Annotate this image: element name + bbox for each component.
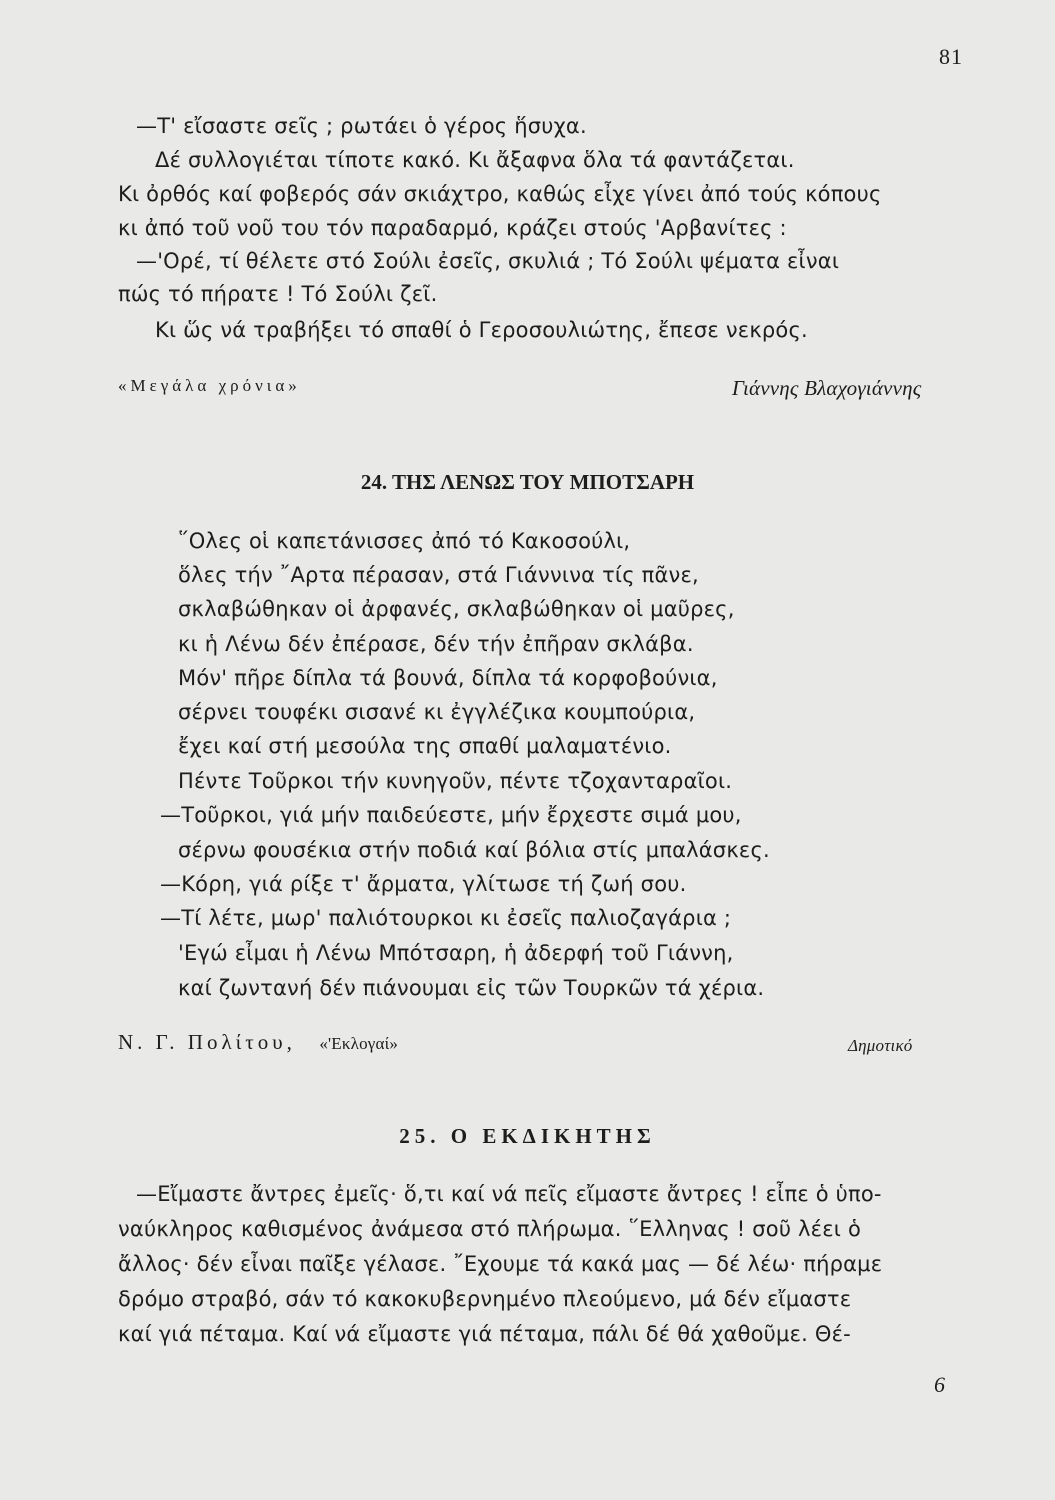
section-title: 25. Ο ΕΚΔΙΚΗΤΗΣ xyxy=(399,1124,656,1148)
prose-line: —Τ' εἴσαστε σεῖς ; ρωτάει ὁ γέρος ἥσυχα. xyxy=(136,114,587,138)
prose-line: ἄλλος· δέν εἶναι παῖξε γέλασε. ῎Εχουμε τά κακά μας — δέ λέω· πήραμε xyxy=(118,1252,883,1276)
poem-line: καί ζωντανή δέν πιάνουμαι εἰς τῶν Τουρκῶν τά χέρια. xyxy=(178,976,765,1000)
prose-line: ναύκληρος καθισμένος ἀνάμεσα στό πλήρωμα. ῞Ελληνας ! σοῦ λέει ὁ xyxy=(118,1217,862,1241)
page-number: 81 xyxy=(939,44,963,69)
source-citation: «Μεγάλα χρόνια» xyxy=(118,376,301,395)
prose-line: Κι ὀρθός καί φοβερός σάν σκιάχτρο, καθώς εἶχε γίνει ἀπό τούς κόπους xyxy=(118,182,882,206)
prose-line: —'Ορέ, τί θέλετε στό Σούλι ἐσεῖς, σκυλιά ; Τό Σούλι ψέματα εἶναι xyxy=(136,249,840,273)
prose-line: Δέ συλλογιέται τίποτε κακό. Κι ἄξαφνα ὅλα τά φαντάζεται. xyxy=(155,148,795,172)
source-author-name: Ν. Γ. Πολίτου, xyxy=(118,1030,296,1054)
prose-line: κι ἀπό τοῦ νοῦ του τόν παραδαρμό, κράζει στούς 'Αρβανίτες : xyxy=(118,216,787,240)
poem-line: —Κόρη, γιά ρίξε τ' ἄρματα, γλίτωσε τή ζωή σου. xyxy=(160,872,687,896)
poem-line: —Τί λέτε, μωρ' παλιότουρκοι κι ἐσεῖς παλιοζαγάρια ; xyxy=(160,906,732,930)
poem-line: σκλαβώθηκαν οἱ ἀρφανές, σκλαβώθηκαν οἱ μαῦρες, xyxy=(178,597,735,621)
poem-line: σέρνει τουφέκι σισανέ κι ἐγγλέζικα κουμπούρια, xyxy=(178,700,696,724)
poem-line: Μόν' πῆρε δίπλα τά βουνά, δίπλα τά κορφοβούνια, xyxy=(178,666,718,690)
source-type: Δημοτικό xyxy=(848,1036,913,1055)
prose-line: δρόμο στραβό, σάν τό κακοκυβερνημένο πλεούμενο, μά δέν εἴμαστε xyxy=(118,1287,852,1311)
signature-mark: 6 xyxy=(934,1372,945,1397)
author-name: Γιάννης Βλαχογιάννης xyxy=(732,376,922,400)
poem-line: 'Εγώ εἶμαι ἡ Λένω Μπότσαρη, ἡ ἀδερφή τοῦ Γιάννη, xyxy=(178,941,734,965)
poem-line: κι ἡ Λένω δέν ἐπέρασε, δέν τήν ἐπῆραν σκλάβα. xyxy=(178,632,694,656)
prose-line: —Εἴμαστε ἄντρες ἐμεῖς· ὅ,τι καί νά πεῖς εἴμαστε ἄντρες ! εἶπε ὁ ὑπο- xyxy=(136,1182,882,1206)
prose-line: καί γιά πέταμα. Καί νά εἴμαστε γιά πέταμα, πάλι δέ θά χαθοῦμε. Θέ- xyxy=(118,1322,851,1346)
source-title: «'Εκλογαί» xyxy=(319,1034,399,1053)
poem-line: ῞Ολες οἱ καπετάνισσες ἀπό τό Κακοσούλι, xyxy=(178,529,631,553)
poem-line: Πέντε Τοῦρκοι τήν κυνηγοῦν, πέντε τζοχανταραῖοι. xyxy=(178,769,733,793)
section-title: 24. ΤΗΣ ΛΕΝΩΣ ΤΟΥ ΜΠΟΤΣΑΡΗ xyxy=(360,470,695,494)
prose-line: Κι ὥς νά τραβήξει τό σπαθί ὁ Γεροσουλιώτης, ἔπεσε νεκρός. xyxy=(155,318,808,342)
prose-line: πώς τό πήρατε ! Τό Σούλι ζεῖ. xyxy=(118,282,438,306)
poem-line: ὅλες τήν ῎Αρτα πέρασαν, στά Γιάννινα τίς πᾶνε, xyxy=(178,563,699,587)
source-author xyxy=(118,1028,398,1058)
poem-line: —Τοῦρκοι, γιά μήν παιδεύεστε, μήν ἔρχεστε σιμά μου, xyxy=(160,803,742,827)
poem-line: σέρνω φουσέκια στήν ποδιά καί βόλια στίς μπαλάσκες. xyxy=(178,838,770,862)
poem-line: ἔχει καί στή μεσούλα της σπαθί μαλαματένιο. xyxy=(178,734,672,758)
